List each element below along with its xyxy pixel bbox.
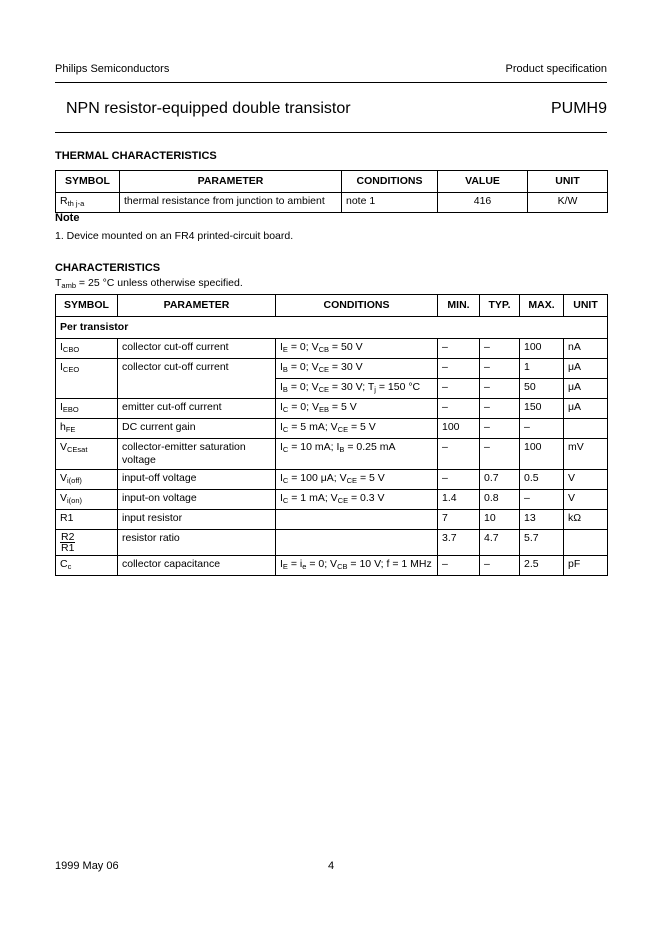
cell-max: 5.7 [520, 530, 564, 556]
table-row [56, 419, 608, 439]
table-row [56, 193, 608, 213]
cell-max: 150 [520, 399, 564, 419]
cell-symbol: $V_{i(on)}$ [56, 490, 118, 510]
table-row [56, 556, 608, 576]
th-conditions: CONDITIONS [276, 295, 438, 317]
cell-unit [564, 419, 608, 439]
note-heading: Note [55, 212, 80, 224]
cell-typ: – [480, 556, 520, 576]
cell-parameter: emitter cut-off current [118, 399, 276, 419]
cell-unit: μA [564, 379, 608, 399]
th-parameter: PARAMETER [120, 171, 342, 193]
cell-typ: – [480, 339, 520, 359]
cell-unit: μA [564, 399, 608, 419]
table-row [56, 339, 608, 359]
cell-unit: V [564, 470, 608, 490]
cell-parameter: input-on voltage [118, 490, 276, 510]
cell-max: 100 [520, 439, 564, 470]
cell-symbol: $V_{i(off)}$ [56, 470, 118, 490]
cell-unit: pF [564, 556, 608, 576]
product-title: NPN resistor-equipped double transistor [66, 100, 351, 117]
characteristics-body [56, 339, 608, 576]
cell-parameter: resistor ratio [118, 530, 276, 556]
cell-unit: mV [564, 439, 608, 470]
th-symbol: SYMBOL [56, 171, 120, 193]
cell-symbol: $I_{CEO}$ [56, 359, 118, 399]
cell-max: 0.5 [520, 470, 564, 490]
cell-max: 2.5 [520, 556, 564, 576]
cell-max: – [520, 490, 564, 510]
group-label: Per transistor [56, 317, 608, 339]
table-row [56, 359, 608, 379]
ratio-fraction: $\frac{R2}{R1}$ [61, 531, 75, 554]
cell-symbol: $C_c$ [56, 556, 118, 576]
characteristics-table [55, 294, 608, 576]
page-number: 4 [328, 860, 335, 872]
cell-min: – [438, 399, 480, 419]
cell-symbol: $R_{th j-a}$ [56, 193, 120, 213]
cell-typ: – [480, 379, 520, 399]
cell-symbol: $h_{FE}$ [56, 419, 118, 439]
cell-unit: kΩ [564, 510, 608, 530]
cell-symbol: $V_{CEsat}$ [56, 439, 118, 470]
cell-unit: μA [564, 359, 608, 379]
cell-min: 1.4 [438, 490, 480, 510]
cell-typ: 0.7 [480, 470, 520, 490]
cell-conditions: note 1 [342, 193, 438, 213]
note-text: 1. Device mounted on an FR4 printed-circuit board. [55, 230, 294, 242]
title-rule [55, 132, 607, 133]
cell-min: – [438, 339, 480, 359]
cell-conditions: $I_B = 0$; $V_{CE} = 30$ V; $T_j = 150$ °C [276, 379, 438, 399]
table-row [56, 399, 608, 419]
table-row [56, 470, 608, 490]
cell-min: – [438, 556, 480, 576]
cell-max: 100 [520, 339, 564, 359]
cell-max: 13 [520, 510, 564, 530]
characteristics-subtitle: $T_{amb} = 25$ °C unless otherwise specified. [55, 277, 243, 290]
table-row [56, 510, 608, 530]
cell-conditions: $I_E = i_e = 0$; $V_{CB} = 10$ V; f = 1 MHz [276, 556, 438, 576]
cell-min: – [438, 359, 480, 379]
table-row [56, 490, 608, 510]
th-symbol: SYMBOL [56, 295, 118, 317]
cell-symbol: $I_{EBO}$ [56, 399, 118, 419]
cell-conditions: $I_B = 0$; $V_{CE} = 30$ V [276, 359, 438, 379]
cell-typ: – [480, 419, 520, 439]
cell-conditions [276, 530, 438, 556]
header-rule [55, 82, 607, 83]
cell-min: 100 [438, 419, 480, 439]
cell-max: 1 [520, 359, 564, 379]
cell-parameter: collector capacitance [118, 556, 276, 576]
cell-symbol: $I_{CBO}$ [56, 339, 118, 359]
cell-symbol: R1 [56, 510, 118, 530]
cell-conditions: $I_C = 100$ μA; $V_{CE} = 5$ V [276, 470, 438, 490]
cell-parameter: thermal resistance from junction to ambient [120, 193, 342, 213]
cell-symbol [56, 530, 118, 556]
cell-unit: K/W [528, 193, 608, 213]
cell-typ: – [480, 359, 520, 379]
doc-type: Product specification [505, 63, 607, 75]
cell-typ: 10 [480, 510, 520, 530]
table-row [56, 439, 608, 470]
cell-typ: 0.8 [480, 490, 520, 510]
cell-parameter: input resistor [118, 510, 276, 530]
th-conditions: CONDITIONS [342, 171, 438, 193]
th-max: MAX. [520, 295, 564, 317]
cell-parameter: collector cut-off current [118, 359, 276, 399]
cell-parameter: DC current gain [118, 419, 276, 439]
cell-parameter: collector-emitter saturation voltage [118, 439, 276, 470]
th-unit: UNIT [528, 171, 608, 193]
th-parameter: PARAMETER [118, 295, 276, 317]
th-min: MIN. [438, 295, 480, 317]
part-number: PUMH9 [550, 100, 607, 117]
cell-typ: 4.7 [480, 530, 520, 556]
table-row [56, 530, 608, 556]
cell-parameter: collector cut-off current [118, 339, 276, 359]
company-name: Philips Semiconductors [55, 63, 170, 75]
cell-min: – [438, 379, 480, 399]
cell-min: 3.7 [438, 530, 480, 556]
cell-conditions: $I_C = 10$ mA; $I_B = 0.25$ mA [276, 439, 438, 470]
cell-min: – [438, 470, 480, 490]
cell-conditions: $I_C = 1$ mA; $V_{CE} = 0.3$ V [276, 490, 438, 510]
thermal-heading: THERMAL CHARACTERISTICS [55, 150, 217, 162]
cell-conditions [276, 510, 438, 530]
cell-unit: V [564, 490, 608, 510]
cell-conditions: $I_C = 5$ mA; $V_{CE} = 5$ V [276, 419, 438, 439]
cell-typ: – [480, 399, 520, 419]
cell-min: 7 [438, 510, 480, 530]
cell-max: – [520, 419, 564, 439]
cell-value: 416 [438, 193, 528, 213]
th-typ: TYP. [480, 295, 520, 317]
cell-parameter: input-off voltage [118, 470, 276, 490]
footer-date: 1999 May 06 [55, 860, 119, 872]
cell-unit: nA [564, 339, 608, 359]
th-value: VALUE [438, 171, 528, 193]
cell-max: 50 [520, 379, 564, 399]
cell-min: – [438, 439, 480, 470]
th-unit: UNIT [564, 295, 608, 317]
cell-conditions: $I_E = 0$; $V_{CB} = 50$ V [276, 339, 438, 359]
thermal-table [55, 170, 608, 213]
characteristics-heading: CHARACTERISTICS [55, 262, 161, 274]
cell-conditions: $I_C = 0$; $V_{EB} = 5$ V [276, 399, 438, 419]
cell-typ: – [480, 439, 520, 470]
cell-unit [564, 530, 608, 556]
